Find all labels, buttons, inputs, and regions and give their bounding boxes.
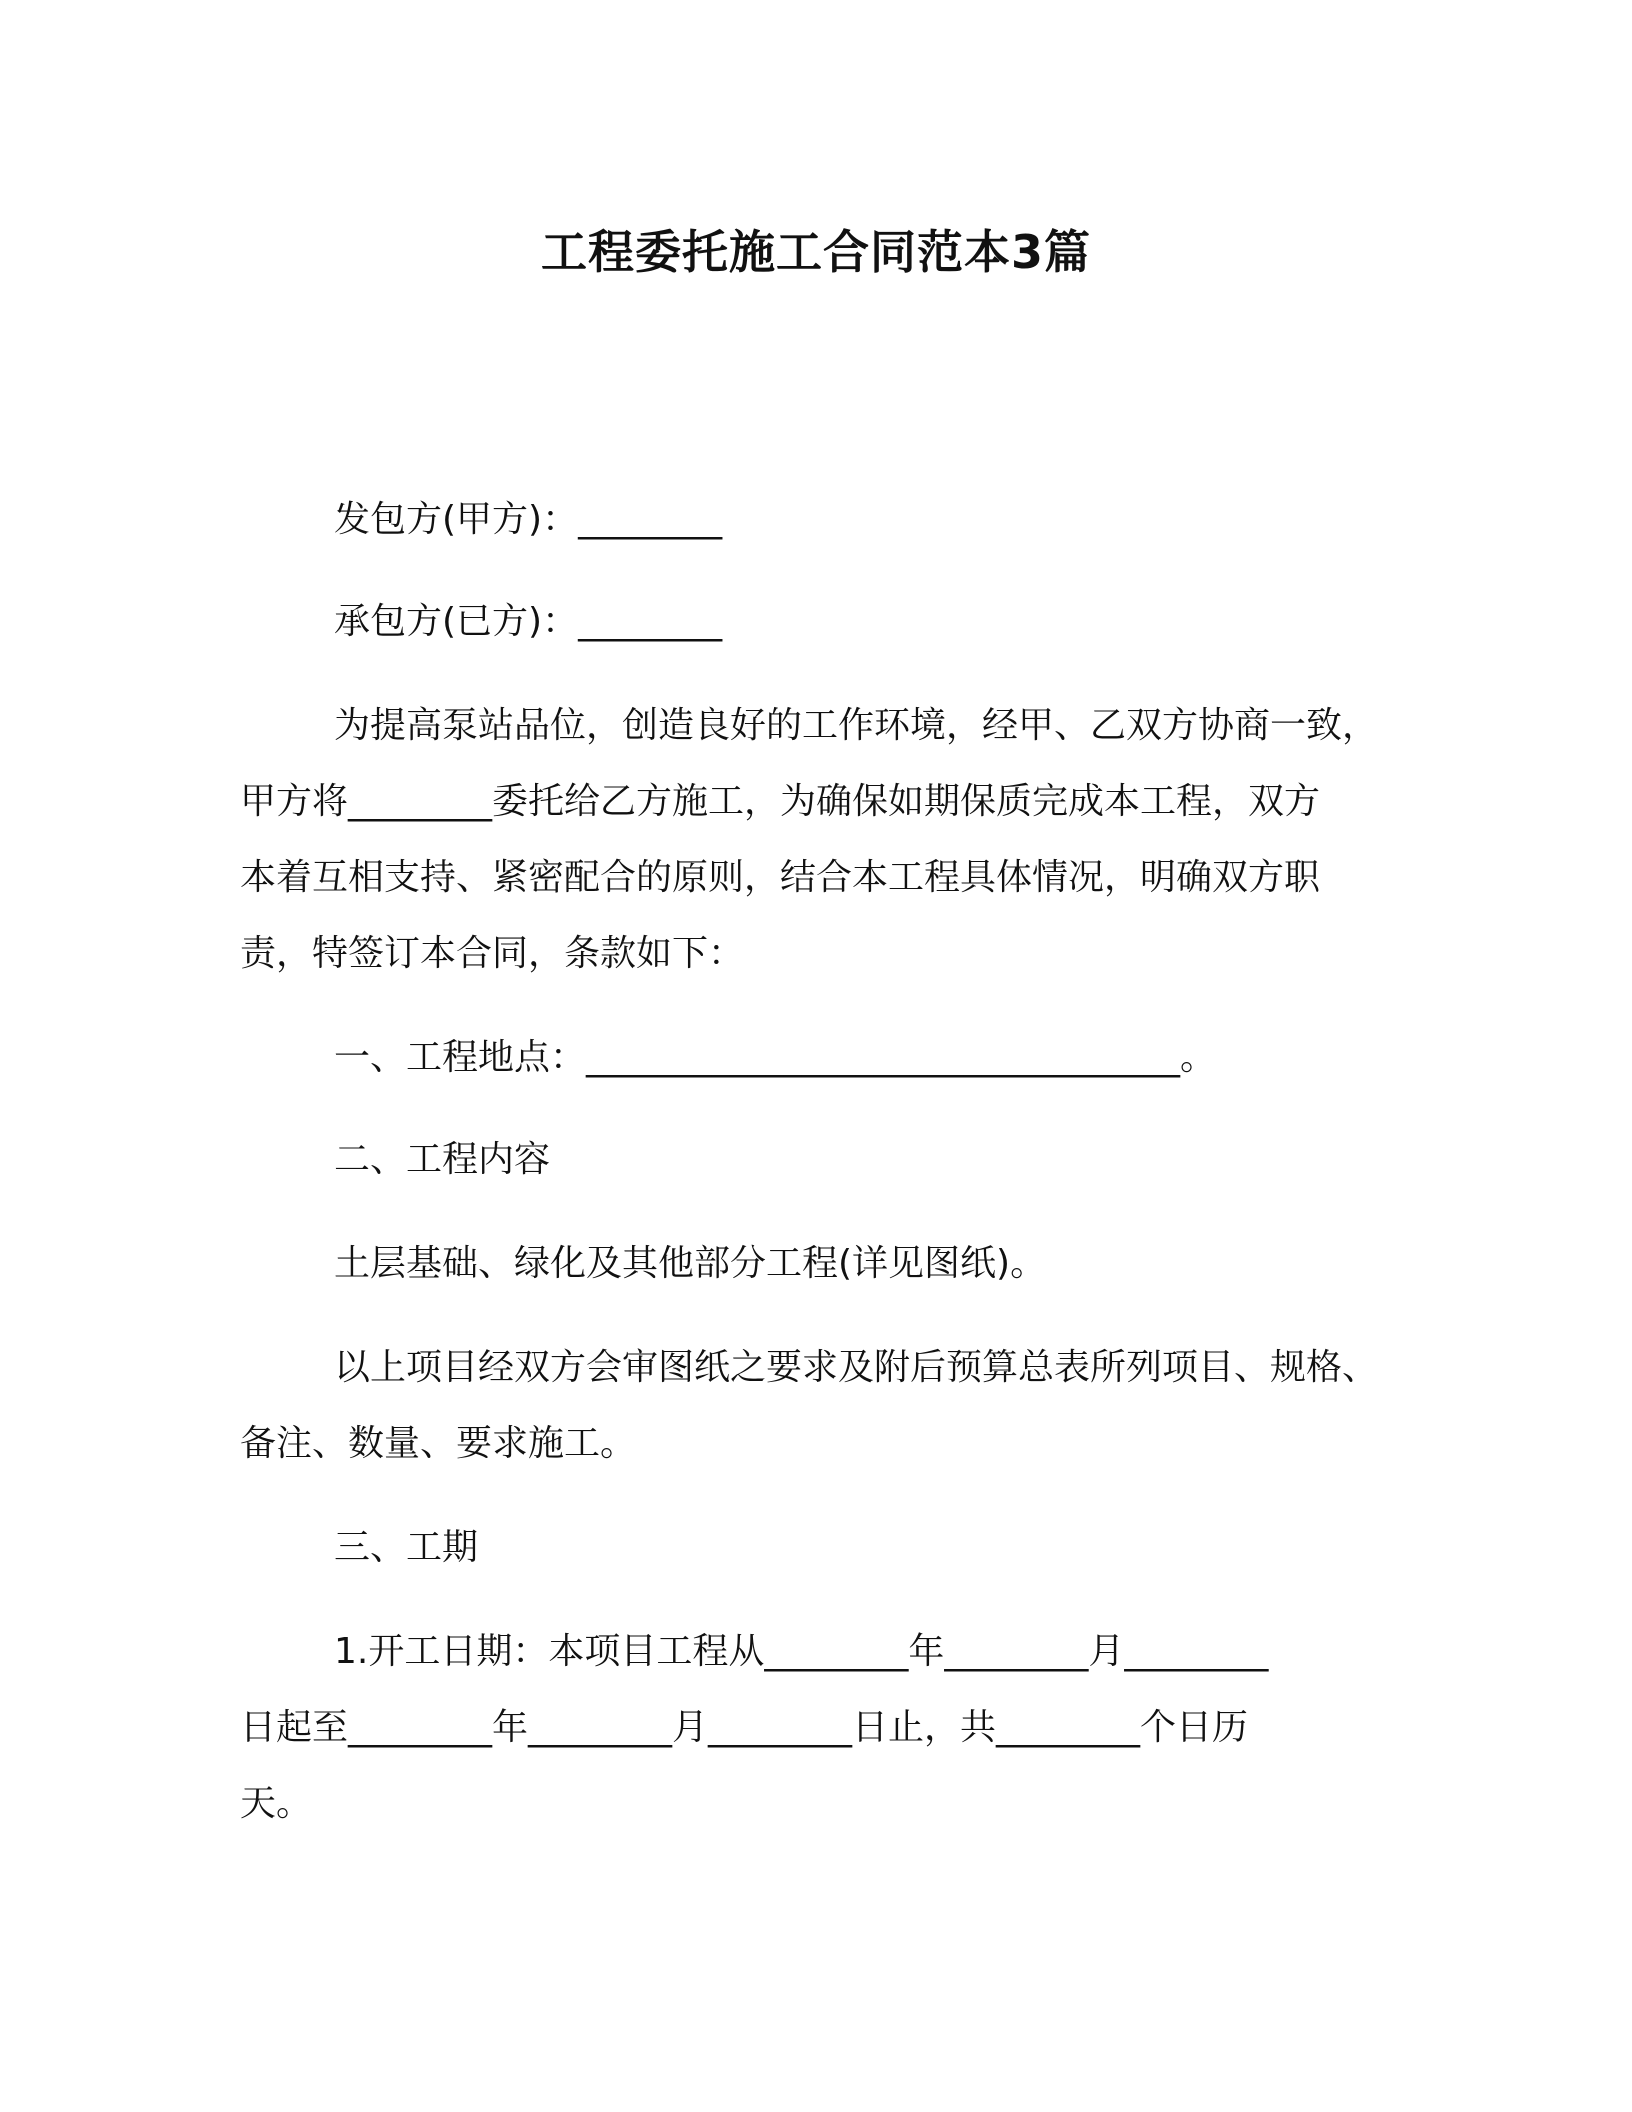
party-b-line: 承包方(已方)：________ [334, 601, 723, 642]
paragraph-intro-line-4: 责，特签订本合同，条款如下： [240, 933, 745, 974]
paragraph-intro-line-1: 为提高泵站品位，创造良好的工作环境，经甲、乙双方协商一致， [334, 705, 1379, 746]
section-3-heading: 三、工期 [334, 1527, 479, 1568]
section-1-location: 一、工程地点：_________________________________。 [334, 1037, 1217, 1078]
start-date-line-2: 日起至________年________月________日止，共________个日历 [240, 1707, 1249, 1748]
section-2-note-line-1: 以上项目经双方会审图纸之要求及附后预算总表所列项目、规格、 [334, 1347, 1379, 1388]
section-2-content: 土层基础、绿化及其他部分工程(详见图纸)。 [334, 1243, 1047, 1284]
start-date-line-1: 1.开工日期：本项目工程从________年________月________ [334, 1631, 1269, 1672]
document-title: 工程委托施工合同范本3篇 [540, 225, 1091, 279]
paragraph-intro-line-3: 本着互相支持、紧密配合的原则，结合本工程具体情况，明确双方职 [240, 857, 1321, 898]
section-2-heading: 二、工程内容 [334, 1139, 551, 1180]
paragraph-intro-line-2: 甲方将________委托给乙方施工，为确保如期保质完成本工程，双方 [240, 781, 1321, 822]
start-date-line-3: 天。 [240, 1783, 313, 1824]
party-a-line: 发包方(甲方)：________ [334, 499, 723, 540]
section-2-note-line-2: 备注、数量、要求施工。 [240, 1423, 637, 1464]
